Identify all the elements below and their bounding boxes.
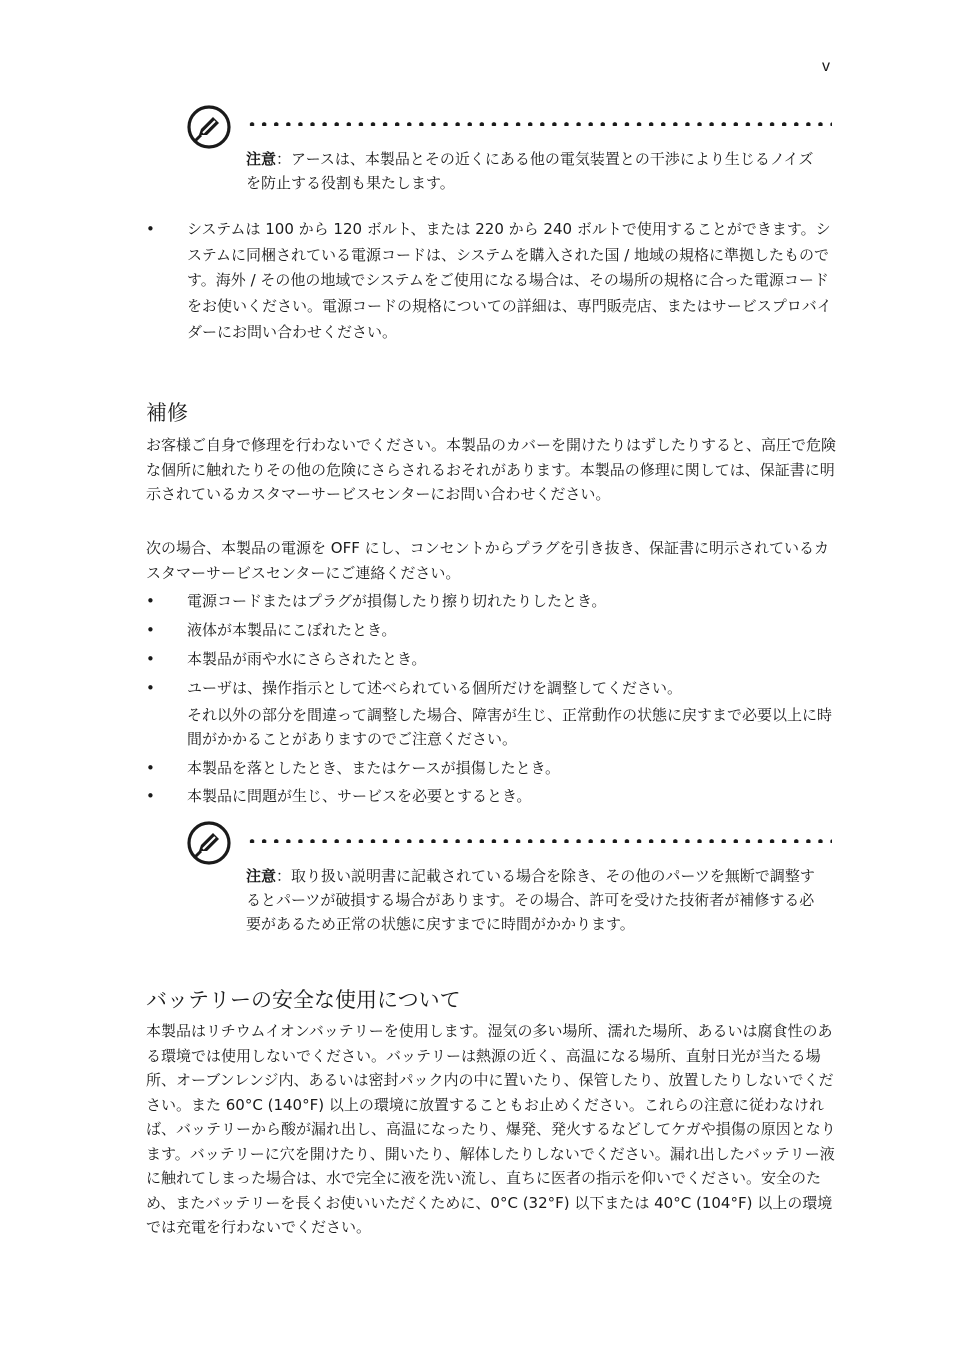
list-item [146,675,836,701]
list-item [146,755,836,781]
note-body: ：取り扱い説明書に記載されている場合を除き、その他のパーツを無断で調整するとパーツが破損する場合があります。その場合、許可を受けた技術者が補修する必要があるため正常の状態に戻すまでに時間がかかります。 [246,867,815,933]
note-label: 注意 [246,867,277,885]
list-item [146,783,836,809]
list-item-continuation [146,703,836,751]
section-heading-battery: バッテリーの安全な使用について [146,988,461,1012]
bullet-glyph: • [146,621,155,639]
repair-paragraph-2: 次の場合、本製品の電源を OFF にし、コンセントからプラグを引き抜き、保証書に明示されているカスタマーサービスセンターにご連絡ください。 [146,539,830,582]
note-pencil-icon [186,104,232,150]
bullet-glyph: • [146,679,155,697]
note-label: 注意 [246,150,277,168]
section-heading-repair: 補修 [146,401,188,425]
repair-bullet-list [146,588,836,809]
bullet-text: 本製品を落としたとき、またはケースが損傷したとき。 [187,759,561,777]
bullet-continuation-text: それ以外の部分を間違って調整した場合、障害が生じ、正常動作の状態に戻すまで必要以上に時間がかかることがありますのでご注意ください。 [187,706,833,748]
bullet-text: 電源コードまたはプラグが損傷したり擦り切れたりしたとき。 [187,592,607,610]
bullet-glyph: • [146,759,155,777]
list-item [146,617,836,643]
note-text [246,864,816,936]
note-body: ：アースは、本製品とその近くにある他の電気装置との干渉により生じるノイズを防止する役割も果たします。 [246,150,814,192]
list-item [146,217,836,346]
bullet-text: 本製品に問題が生じ、サービスを必要とするとき。 [187,787,532,805]
bullet-text: ユーザは、操作指示として述べられている個所だけを調整してください。 [187,679,683,697]
list-item [146,588,836,614]
power-bullet-list [146,217,836,346]
dotted-rule [246,122,832,126]
list-item [146,646,836,672]
bullet-glyph: • [146,787,155,805]
page-number: v [822,58,830,75]
bullet-glyph: • [146,592,155,610]
bullet-text: 本製品が雨や水にさらされたとき。 [187,650,427,668]
note-block [186,104,832,194]
bullet-glyph: • [146,650,155,668]
bullet-text: 液体が本製品にこぼれたとき。 [187,621,397,639]
battery-paragraph: 本製品はリチウムイオンバッテリーを使用します。湿気の多い場所、濡れた場所、あるいは腐食性のある環境では使用しないでください。バッテリーは熱源の近く、高温になる場所、直射日光が当たる場所、オーブンレンジ内、あるいは密封パック内の中に置いたり、保管したり、放置したりしないでください。また 60°C (140°F) 以上の環境に放置することもお止めください。これらの注意に従わなければ、バッテリーから酸が漏れ出し、高温になったり、爆発、発火するなどしてケガや損傷の原因となります。バッテリーに穴を開けたり、開いたり、解体したりしないでください。漏れ出したバッテリー液に触れてしまった場合は、水で完全に液を洗い流し、直ちに医者の指示を仰いでください。安全のため、またバッテリーを長くお使いいただくために、0°C (32°F) 以下または 40°C (104°F) 以上の環境では充電を行わないでください。 [146,1022,836,1236]
bullet-text: システムは 100 から 120 ボルト、または 220 から 240 ボルトで使用することができます。システムに同梱されている電源コードは、システムを購入された国 / 地域の規格に準拠したものです。海外 / その他の地域でシステムをご使用になる場合は、その場所の規格に合った電源コードをお使いください。電源コードの規格についての詳細は、専門販売店、またはサービスプロバイダーにお問い合わせください。 [187,220,832,341]
dotted-rule [246,839,832,843]
repair-paragraph-1: お客様ご自身で修理を行わないでください。本製品のカバーを開けたりはずしたりすると、高圧で危険な個所に触れたりその他の危険にさらされるおそれがあります。本製品の修理に関しては、保証書に明示されているカスタマーサービスセンターにお問い合わせください。 [146,436,837,503]
note-pencil-icon [186,820,232,866]
bullet-glyph: • [146,220,155,238]
note-text [246,147,816,195]
note-block [186,820,832,960]
